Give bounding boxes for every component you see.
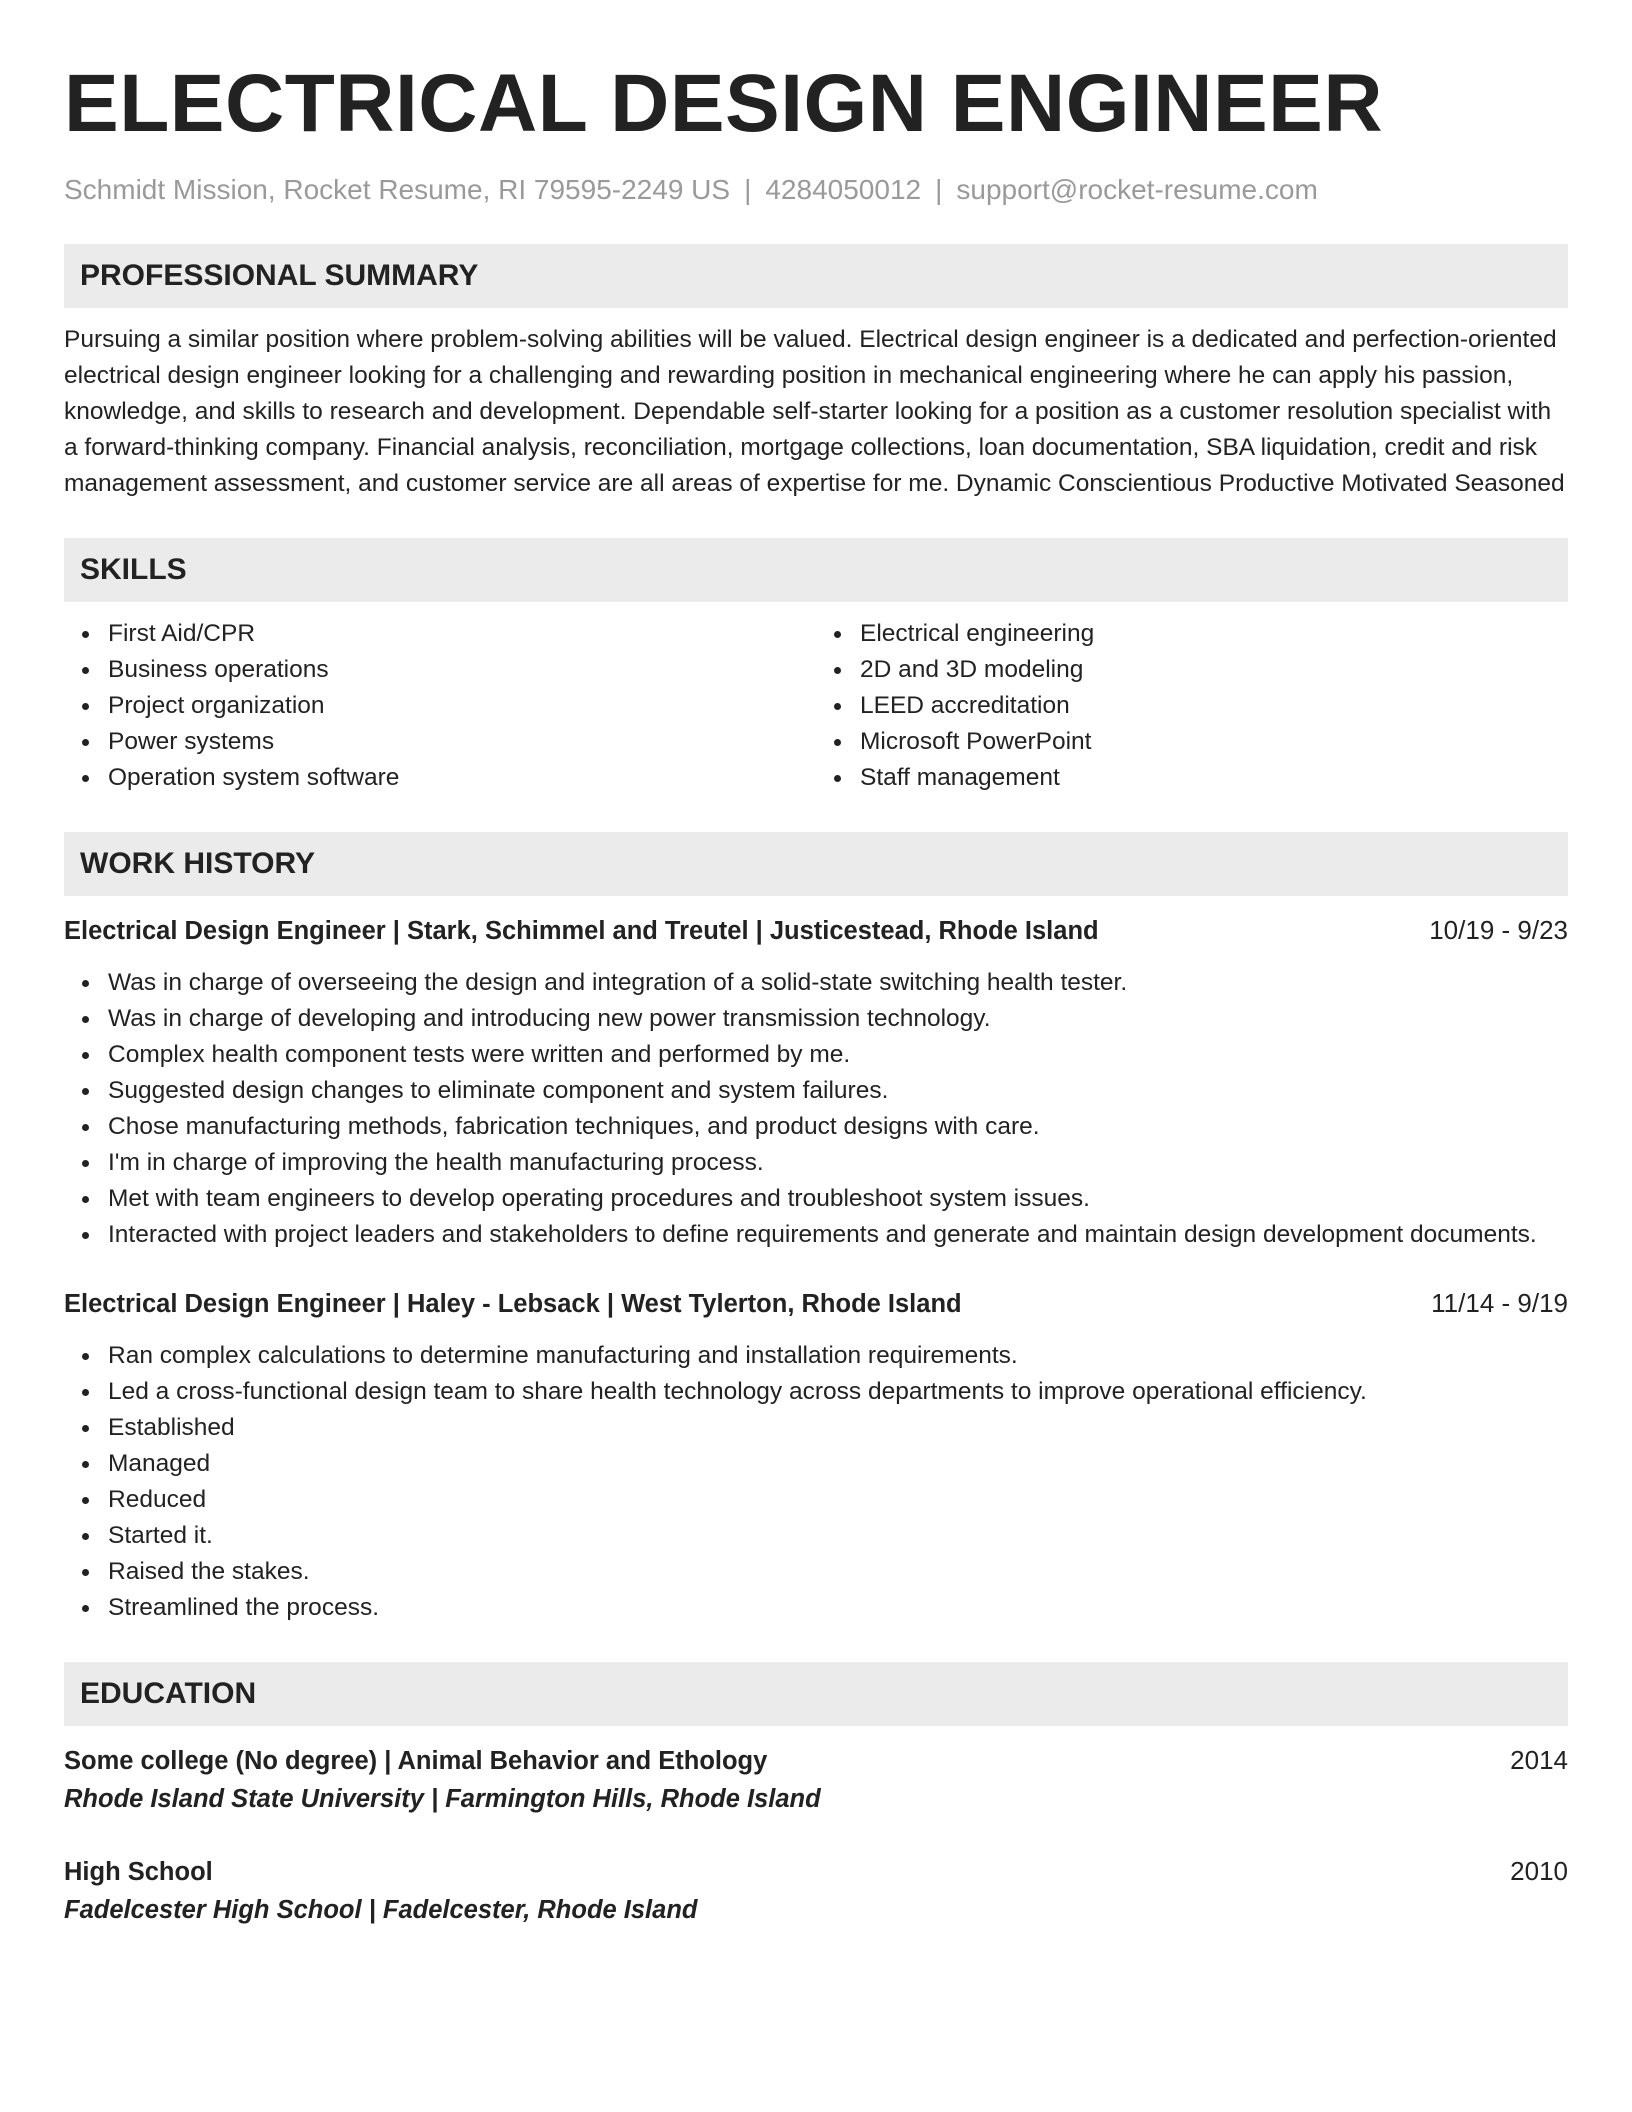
- job-bullet: Reduced: [108, 1482, 1568, 1518]
- contact-address: Schmidt Mission, Rocket Resume, RI 79595-2249 US: [64, 174, 731, 205]
- education-school: Fadelcester High School | Fadelcester, Rhode Island: [64, 1896, 698, 1924]
- education-heading: EDUCATION: [64, 1662, 1568, 1726]
- skill-item: Business operations: [108, 652, 816, 688]
- skill-item: First Aid/CPR: [108, 616, 816, 652]
- job-bullets: [64, 965, 1568, 1253]
- education-degree: Some college (No degree) | Animal Behavior and Ethology: [64, 1747, 768, 1775]
- job-title: Electrical Design Engineer | Stark, Schimmel and Treutel | Justicestead, Rhode Island: [64, 917, 1099, 945]
- summary-heading: PROFESSIONAL SUMMARY: [64, 244, 1568, 308]
- skill-item: Project organization: [108, 688, 816, 724]
- skills-columns: [64, 616, 1568, 796]
- job-bullet: Led a cross-functional design team to share health technology across departments to improve operational efficiency.: [108, 1374, 1568, 1410]
- education-year: 2010: [1510, 1856, 1568, 1886]
- job-header: [64, 1285, 1568, 1322]
- job-entry: [64, 912, 1568, 1253]
- job-bullet: Interacted with project leaders and stakeholders to define requirements and generate and maintain design development documents.: [108, 1217, 1568, 1253]
- job-bullet: Was in charge of developing and introducing new power transmission technology.: [108, 1001, 1568, 1037]
- job-bullet: Suggested design changes to eliminate component and system failures.: [108, 1073, 1568, 1109]
- job-bullet: Managed: [108, 1446, 1568, 1482]
- job-bullet: Was in charge of overseeing the design and integration of a solid-state switching health tester.: [108, 965, 1568, 1001]
- education-header: [64, 1853, 1568, 1890]
- job-bullet: Met with team engineers to develop operating procedures and troubleshoot system issues.: [108, 1181, 1568, 1217]
- job-bullet: Ran complex calculations to determine manufacturing and installation requirements.: [108, 1338, 1568, 1374]
- job-bullet: Started it.: [108, 1518, 1568, 1554]
- job-title: Electrical Design Engineer | Haley - Lebsack | West Tylerton, Rhode Island: [64, 1290, 962, 1318]
- job-bullets: [64, 1338, 1568, 1626]
- skill-item: Electrical engineering: [860, 616, 1568, 652]
- skill-item: Power systems: [108, 724, 816, 760]
- job-bullet: Streamlined the process.: [108, 1590, 1568, 1626]
- education-school: Rhode Island State University | Farmington Hills, Rhode Island: [64, 1785, 821, 1813]
- job-dates: 10/19 - 9/23: [1429, 915, 1568, 945]
- skills-list-left: [64, 616, 816, 796]
- skills-heading: SKILLS: [64, 538, 1568, 602]
- job-bullet: Raised the stakes.: [108, 1554, 1568, 1590]
- job-header: [64, 912, 1568, 949]
- work-history-heading: WORK HISTORY: [64, 832, 1568, 896]
- education-year: 2014: [1510, 1745, 1568, 1775]
- contact-phone: 4284050012: [765, 174, 922, 205]
- contact-line: [64, 172, 1568, 208]
- skill-item: 2D and 3D modeling: [860, 652, 1568, 688]
- job-bullet: Established: [108, 1410, 1568, 1446]
- education-entry: [64, 1742, 1568, 1817]
- skill-item: Staff management: [860, 760, 1568, 796]
- job-bullet: Complex health component tests were written and performed by me.: [108, 1037, 1568, 1073]
- contact-separator: |: [935, 174, 943, 205]
- skill-item: Microsoft PowerPoint: [860, 724, 1568, 760]
- contact-email: support@rocket-resume.com: [956, 174, 1318, 205]
- job-entry: [64, 1285, 1568, 1626]
- education-header: [64, 1742, 1568, 1779]
- contact-separator: |: [744, 174, 752, 205]
- job-bullet: Chose manufacturing methods, fabrication techniques, and product designs with care.: [108, 1109, 1568, 1145]
- skill-item: Operation system software: [108, 760, 816, 796]
- job-dates: 11/14 - 9/19: [1431, 1288, 1568, 1318]
- job-bullet: I'm in charge of improving the health manufacturing process.: [108, 1145, 1568, 1181]
- resume-title: ELECTRICAL DESIGN ENGINEER: [64, 58, 1384, 149]
- skills-list-right: [816, 616, 1568, 796]
- summary-text: Pursuing a similar position where problem-solving abilities will be valued. Electrical design engineer is a dedicated and perfection-oriented electrical design engineer looking for a challenging and rewarding position in mechanical engineering where he can apply his passion, knowledge, and skills to research and development. Dependable self-starter looking for a position as a customer resolution specialist with a forward-thinking company. Financial analysis, reconciliation, mortgage collections, loan documentation, SBA liquidation, credit and risk management assessment, and customer service are all areas of expertise for me. Dynamic Conscientious Productive Motivated Seasoned: [64, 326, 1565, 497]
- education-degree: High School: [64, 1858, 213, 1886]
- skill-item: LEED accreditation: [860, 688, 1568, 724]
- education-entry: [64, 1853, 1568, 1928]
